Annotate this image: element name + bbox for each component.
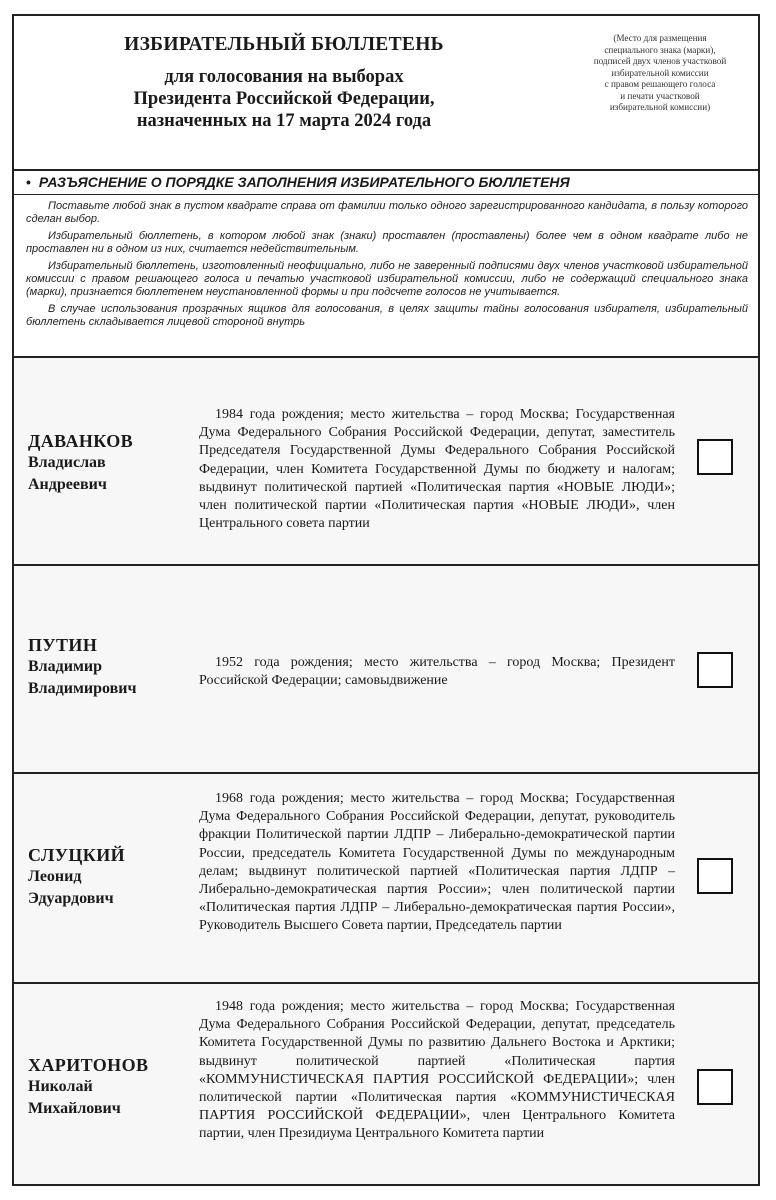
candidate-name — [28, 430, 196, 496]
candidate-first-name: Владимир — [28, 658, 102, 675]
explanation-heading-text: РАЗЪЯСНЕНИЕ О ПОРЯДКЕ ЗАПОЛНЕНИЯ ИЗБИРАТЕЛЬНОГО БЮЛЛЕТЕНЯ — [38, 174, 570, 190]
candidate-name — [28, 844, 196, 910]
vote-checkbox[interactable] — [697, 439, 733, 475]
candidate-patronymic: Владимирович — [28, 680, 137, 697]
ballot-subtitle — [74, 66, 494, 132]
candidate-surname: ХАРИТОНОВ — [28, 1055, 149, 1075]
candidate-first-name: Леонид — [28, 868, 82, 885]
vote-checkbox[interactable] — [697, 652, 733, 688]
candidate-first-name: Владислав — [28, 454, 106, 471]
candidate-surname: ПУТИН — [28, 635, 98, 655]
stamp-note-line: и печати участковой — [620, 90, 700, 101]
stamp-note-line: с правом решающего голоса — [604, 79, 716, 89]
explanation-paragraph: Поставьте любой знак в пустом квадрате справа от фамилии только одного зарегистрированного кандидата, в пользу которого сделан выбор. — [26, 200, 748, 225]
explanation-paragraph: В случае использования прозрачных ящиков для голосования, в целях защиты тайны голосования избирателя, избирательный бюллетень складывается лицевой стороной внутрь — [26, 303, 748, 328]
explanation-section — [14, 171, 758, 358]
candidate-first-name: Николай — [28, 1078, 93, 1095]
explanation-paragraph: Избирательный бюллетень, изготовленный неофициально, либо не заверенный подписями двух членов участковой избирательной комиссии с правом решающего голоса и печатью участковой избирательной комиссии, либо не содержащий специального знака (марки), признается бюллетенем неустановленной формы и при подсчете голосов не учитывается. — [26, 260, 748, 298]
ballot — [12, 14, 760, 1186]
candidate-patronymic: Андреевич — [28, 476, 107, 493]
bullet-icon: • — [26, 174, 31, 190]
subtitle-line: для голосования на выборах — [164, 67, 404, 87]
stamp-placement-note — [580, 33, 740, 114]
explanation-heading — [14, 171, 758, 195]
candidate-surname: СЛУЦКИЙ — [28, 845, 126, 865]
subtitle-line: Президента Российской Федерации, — [133, 89, 435, 109]
candidate-patronymic: Эдуардович — [28, 890, 114, 907]
explanation-body — [14, 195, 758, 328]
candidate-row-davankov — [14, 358, 758, 566]
ballot-header — [14, 16, 758, 171]
candidate-info: 1952 года рождения; место жительства – город Москва; Президент Российской Федерации; самовыдвижение — [199, 655, 675, 689]
candidate-row-kharitonov — [14, 984, 758, 1184]
stamp-note-line: (Место для размещения — [613, 33, 707, 43]
candidate-info: 1968 года рождения; место жительства – город Москва; Государственная Дума Федерального Собрания Российской Федерации, депутат, руководитель фракции Политической партии ЛДПР – Либерально-демократической партии России, председатель Комитета Государственной Думы по международным делам; выдвинут политической партией «Политическая партия ЛДПР – Либерально-демократическая партия России»; член политической партии «Политическая партия ЛДПР – Либерально-демократическая партия России», Руководитель Высшего Совета партии, Председатель партии — [199, 791, 675, 934]
candidate-row-slutsky — [14, 774, 758, 984]
stamp-note-line: специального знака (марки), — [604, 44, 716, 55]
stamp-note-line: избирательной комиссии) — [609, 102, 711, 112]
candidate-name — [28, 634, 196, 700]
vote-checkbox[interactable] — [697, 858, 733, 894]
explanation-paragraph: Избирательный бюллетень, в котором любой знак (знаки) проставлен (проставлены) более чем в одном квадрате либо не проставлен ни в одном из них, считается недействительным. — [26, 230, 748, 255]
stamp-note-line: подписей двух членов участковой — [593, 56, 727, 66]
candidate-row-putin — [14, 566, 758, 774]
candidate-info: 1948 года рождения; место жительства – город Москва; Государственная Дума Федерального Собрания Российской Федерации, депутат, председатель Комитета Государственной Думы по развитию Дальнего Востока и Арктики; выдвинут политической партией «Политическая партия «КОММУНИСТИЧЕСКАЯ ПАРТИЯ РОССИЙСКОЙ ФЕДЕРАЦИИ»; член политической партии «Политическая партия «КОММУНИСТИЧЕСКАЯ ПАРТИЯ РОССИЙСКОЙ ФЕДЕРАЦИИ», член Центрального Комитета партии, член Президиума Центрального Комитета партии — [199, 999, 675, 1142]
candidate-surname: ДАВАНКОВ — [28, 431, 134, 451]
vote-checkbox[interactable] — [697, 1069, 733, 1105]
subtitle-line: назначенных на 17 марта 2024 года — [136, 111, 432, 131]
candidate-patronymic: Михайлович — [28, 1100, 121, 1117]
stamp-note-line: избирательной комиссии — [611, 67, 709, 78]
candidate-name — [28, 1054, 196, 1120]
candidate-info: 1984 года рождения; место жительства – город Москва; Государственная Дума Федерального Собрания Российской Федерации, депутат, заместитель Председателя Государственной Думы Федерального Собрания Российской Федерации, член Комитета Государственной Думы по бюджету и налогам; выдвинут политической партией «Политическая партия «НОВЫЕ ЛЮДИ»; член политической партии «Политическая партия «НОВЫЕ ЛЮДИ», член Центрального совета партии — [199, 407, 675, 532]
ballot-title: ИЗБИРАТЕЛЬНЫЙ БЮЛЛЕТЕНЬ — [124, 34, 444, 55]
